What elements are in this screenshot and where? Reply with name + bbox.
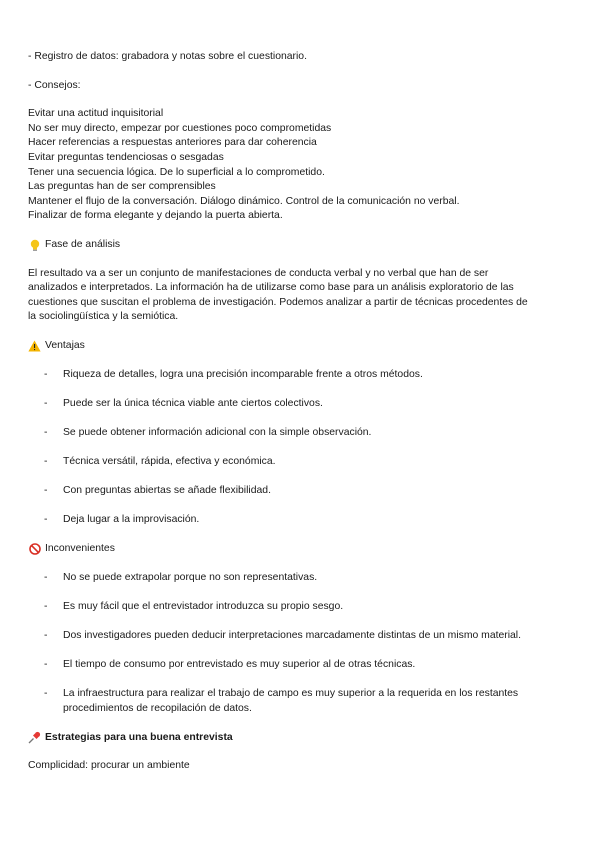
pushpin-icon: [28, 731, 41, 744]
prohibited-icon: [28, 543, 41, 556]
consejos-list: [28, 107, 576, 224]
list-item: - Técnica versátil, rápida, efectiva y económica.: [28, 455, 576, 470]
list-item: - El tiempo de consumo por entrevistado es muy superior al de otras técnicas.: [28, 658, 576, 673]
warning-icon: [28, 340, 41, 353]
analisis-line: la sociolingüística y la semiótica.: [28, 311, 179, 323]
registro-line: - Registro de datos: grabadora y notas sobre el cuestionario.: [28, 51, 307, 62]
list-item: - Riqueza de detalles, logra una precisión incomparable frente a otros métodos.: [28, 368, 576, 383]
consejo-line: Hacer referencias a respuestas anteriores para dar coherencia: [28, 137, 317, 149]
analisis-paragraph: [28, 267, 576, 325]
lightbulb-icon: [28, 239, 41, 252]
list-item: - Deja lugar a la improvisación.: [28, 513, 576, 528]
analisis-title: Fase de análisis: [45, 238, 121, 250]
ventajas-title: Ventajas: [45, 339, 85, 351]
consejos-label: - Consejos:: [28, 79, 81, 91]
list-item: - Es muy fácil que el entrevistador introduzca su propio sesgo.: [28, 600, 576, 615]
estrategias-title: Estrategias para una buena entrevista: [45, 731, 233, 743]
analisis-line: cuestiones que suscitan el problema de investigación. Podemos analizar a partir de técnicas procedentes de: [28, 296, 528, 308]
estrategias-text: Complicidad: procurar un ambiente: [28, 760, 190, 772]
consejo-line: Evitar una actitud inquisitorial: [28, 108, 164, 120]
analisis-line: El resultado va a ser un conjunto de manifestaciones de conducta verbal y no verbal que han de ser: [28, 267, 489, 279]
consejo-line: Finalizar de forma elegante y dejando la puerta abierta.: [28, 210, 283, 222]
ventajas-heading: [28, 339, 576, 354]
consejo-line: Las preguntas han de ser comprensibles: [28, 181, 216, 193]
list-item: - Se puede obtener información adicional con la simple observación.: [28, 426, 576, 441]
list-item: - Con preguntas abiertas se añade flexibilidad.: [28, 484, 576, 499]
list-item: - Puede ser la única técnica viable ante ciertos colectivos.: [28, 397, 576, 412]
analisis-line: analizados e interpretados. La información ha de utilizarse como base para un análisis exploratorio de las: [28, 282, 514, 294]
consejo-line: No ser muy directo, empezar por cuestiones poco comprometidas: [28, 122, 332, 134]
inconvenientes-list: [28, 571, 576, 717]
consejo-line: Tener una secuencia lógica. De lo superficial a lo comprometido.: [28, 166, 325, 178]
consejo-line: Mantener el flujo de la conversación. Diálogo dinámico. Control de la comunicación no verbal.: [28, 195, 460, 207]
inconvenientes-title: Inconvenientes: [45, 543, 115, 555]
list-item: - La infraestructura para realizar el trabajo de campo es muy superior a la requerida en los restantes procedimientos de recopilación de datos.: [28, 687, 576, 716]
list-item: - No se puede extrapolar porque no son representativas.: [28, 571, 576, 586]
consejo-line: Evitar preguntas tendenciosas o sesgadas: [28, 151, 224, 163]
ventajas-list: [28, 368, 576, 529]
document-page: [28, 50, 576, 774]
inconvenientes-heading: [28, 542, 576, 557]
list-item: - Dos investigadores pueden deducir interpretaciones marcadamente distintas de un mismo material.: [28, 629, 576, 644]
estrategias-heading: [28, 731, 576, 746]
analisis-heading: [28, 238, 576, 253]
